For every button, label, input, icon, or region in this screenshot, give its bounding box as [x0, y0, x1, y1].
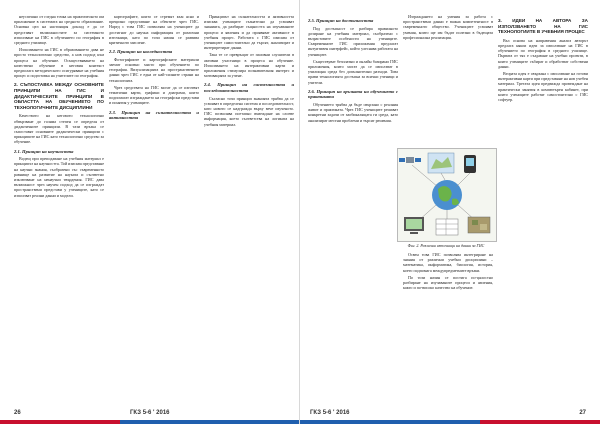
paragraph: Съгласно този принцип знанията трябва да се усвояват в определена система и последователност, като новото се надгражда върху вече изученото. ГИС позволява поетапно въвеждане на слоеве информация, което съответства на логиката на учебния материал.: [204, 95, 294, 127]
right-column-2-top: [403, 14, 493, 144]
paragraph: Чрез средствата на ГИС могат да се изготвят тематични карти, графики и диаграми, които подпомагат изграждането на географски представи и понятия у учениците.: [109, 84, 199, 106]
figure-data-sources: [397, 148, 497, 242]
subsection-heading: 2.5. Принцип на достъпността: [308, 18, 374, 23]
journal-name: ГКЗ 5-6 ' 2016: [310, 410, 350, 416]
paragraph: Изграждането на умения за работа с пространствени данни е важна компетентност в съвременното общество. Учениците усвояват умения, които ще им бъдат полезни в бъдещата професионална реализация.: [403, 14, 493, 40]
footer-stripe: [0, 420, 300, 424]
subsection-heading: 2.1. Принцип на научността: [14, 148, 74, 154]
right-column-3: [498, 14, 588, 399]
subsection-heading: 2.4. Принцип на системността и последователността: [204, 82, 294, 94]
paragraph: Принципът на съзнателността и активността изисква учениците съзнателно да усвояват знанията, да разбират същността на изучаваните процеси и явления и да проявяват активност в учебния процес. Работата с ГИС изисква от учениците самостоятелно да търсят, анализират и интерпретират данни.: [204, 14, 294, 51]
left-column-1: [14, 14, 104, 399]
left-column-3: [204, 14, 294, 399]
left-column-2: [109, 14, 199, 399]
figure-illustration: [398, 149, 496, 241]
paragraph: Втората идея е свързана с използване на готови интерактивни карти при представяне на нов учебен материал. Третата идея предвижда провеждане на практически занятия в компютърен кабинет, при които учениците работят самостоятелно с ГИС софтуер.: [498, 71, 588, 103]
paragraph: Фотографиите и картографските материали заемат основно място при обучението по география. Визуализацията на пространствените данни чрез ГИС е една от най-силните страни на технологията.: [109, 56, 199, 83]
paragraph: Обучението трябва да бъде свързано с реалния живот и практиката. Чрез ГИС учениците решават конкретни задачи от заобикалящата ги среда, като анализират местни проблеми и търсят решения.: [308, 102, 398, 123]
satellite-icon: [399, 157, 421, 163]
paragraph: Освен това ГИС позволява интегриране на знания от различни учебни дисциплини – математика, информатика, биология, история, което подпомага междупредметните връзки.: [403, 252, 493, 273]
paragraph: Съществуват безплатни и онлайн базирани ГИС приложения, които могат да се използват в училищна среда без допълнителни разходи. Това прави технологията достъпна за всички ученици и учители.: [308, 58, 398, 85]
right-column-1: [308, 14, 398, 399]
aerial-photo-icon: [468, 217, 490, 233]
section-heading: 3. ИДЕИ НА АВТОРА ЗА ИЗПОЛЗВАНЕТО НА ГИС ТЕХНОЛОГИИТЕ В УЧЕБНИЯ ПРОЦЕС: [498, 18, 588, 35]
subsection-heading: 2.2. Принцип на нагледността: [109, 49, 173, 55]
page-number: 26: [14, 410, 21, 416]
subsection-heading: 2.3. Принцип на съзнателността и активността: [109, 109, 199, 121]
figure-caption: Фиг. 2. Различни източници на данни за ГИС: [407, 243, 485, 248]
right-footer: [300, 404, 600, 424]
data-table-icon: [436, 219, 458, 235]
map-icon: [428, 153, 454, 173]
right-column-2-bottom: [403, 252, 493, 402]
paragraph: Използването на ГИС в образованието дава не просто технологично средство, а нов подход към процеса на обучение. Осъществяването на качествено обучение в неговия контекст предполага методическото осигуряване на учебния процес и подготовка на учителите по география.: [14, 47, 104, 79]
right-page: [300, 0, 600, 424]
paragraph: Така те се превръщат от пасивни слушатели в активни участници в процеса на обучение. Използването на интерактивни карти и приложения стимулира познавателния интерес и мотивацията за учене.: [204, 52, 294, 79]
paragraph: Под достъпност се разбира правилното дозиране на учебния материал, съобразено с възрастовите особености на учениците. Съвременните ГИС приложения предлагат интуитивен интерфейс, който улеснява работата на учениците.: [308, 25, 398, 57]
paragraph: картографите, които се стремят към ясно и прецизно представяне на обектите чрез ГИС. Наред с това ГИС позволява на учениците да достигнат до научна информация от различни източници, като по този начин се развива критичното мислене.: [109, 14, 199, 46]
paragraph: Качеството на неговото технологично обвързване до голяма степен се определя от дидактичните принципи. В тази връзка се съпоставят основните дидактически принципи с принципите на ГИС като технологично средство за обучение.: [14, 113, 104, 145]
page-number: 27: [579, 410, 586, 416]
footer-stripe: [300, 420, 600, 424]
subsection-heading: 2.6. Принцип на връзката на обучението с практиката: [308, 88, 398, 100]
computer-icon: [404, 217, 424, 234]
gps-device-icon: [464, 155, 476, 173]
section-heading: 2. СЪПОСТАВКА МЕЖДУ ОСНОВНИТЕ ПРИНЦИПИ НА ГИС И ДИДАКТИЧЕСКИТЕ ПРИНЦИПИ В ОБЛАСТТА НА ОБУЧЕНИЕТО ПО ТЕХНОЛОГИЧНИТЕ ДИСЦИПЛИНИ: [14, 82, 104, 110]
paragraph: неуспешно от гледна точка на практическото им приложение в системата на средното образование. Основна цел на настоящия доклад е да се представят възможностите за системното използване на ГИС в обучението по география в средното училище.: [14, 14, 104, 46]
left-footer: [0, 404, 300, 424]
paragraph: По този начин се постига по-цялостно разбиране на изучаваните процеси и явления, както и по-високо качество на обучение.: [403, 274, 493, 291]
paragraph: Въз основа на направения анализ авторът предлага някои идеи за използване на ГИС в обучението по география в средното училище. Първата от тях е създаване на учебни проекти, в които учениците събират и обработват собствени данни.: [498, 37, 588, 69]
globe-icon: [432, 180, 462, 210]
journal-name: ГКЗ 5-6 ' 2016: [130, 410, 170, 416]
paragraph: Водещ при преподаване на учебния материал е принципът на научността. Той изисква представяне на научни знания, съобразени със съвременното равнище на развитие на науката и съответно изключване на ненаучни твърдения. ГИС дава възможност чрез научен подход да се изграждат пространствени представи у учениците, като се използват реални данни и модели.: [14, 156, 104, 198]
